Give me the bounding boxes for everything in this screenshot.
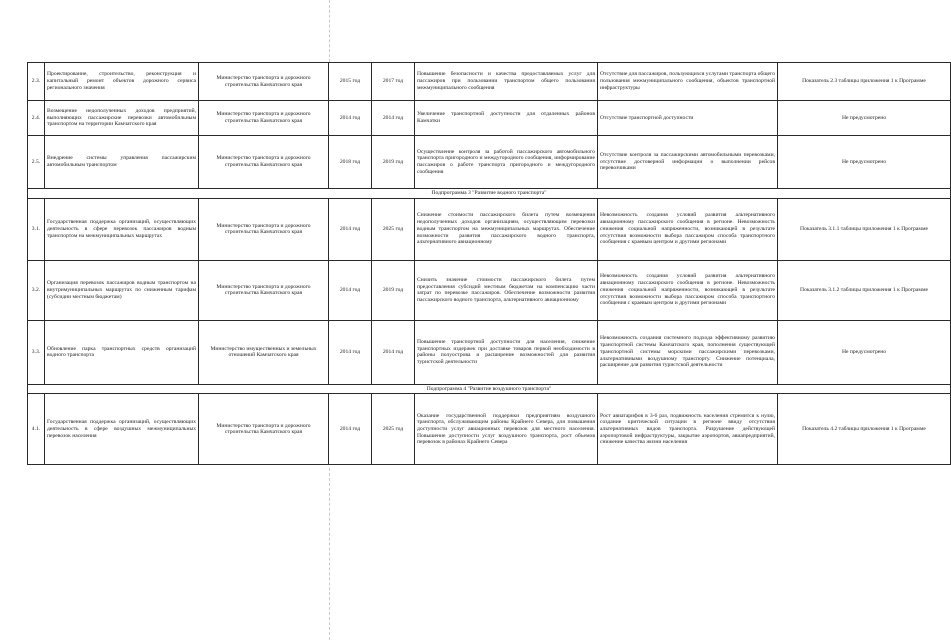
start-year-cell: 2014 год [329, 198, 372, 260]
indicator-link-cell: Не предусмотрено [778, 101, 951, 136]
end-year-cell: 2014 год [372, 101, 415, 136]
start-year-cell: 2014 год [329, 320, 372, 384]
end-year-cell: 2014 год [372, 320, 415, 384]
indicator-link-cell: Не предусмотрено [778, 136, 951, 189]
indicator-link-cell: Не предусмотрено [778, 320, 951, 384]
responsible-executor-cell: Министерство транспорта и дорожного строительства Камчатского края [199, 136, 329, 189]
responsible-executor-cell: Министерство транспорта и дорожного строительства Камчатского края [199, 260, 329, 320]
consequence-cell: Рост авиатарифов в 3-6 раз, подвижность населения стремится к нулю, создание критической ситуации в регионе ввиду отсутствия альтернативных видов транспорта. Разрушение действующей аэропортовой инфраструктуры, закрытие аэропортов, авиапредприятий, снижение качества жизни населения [598, 394, 778, 465]
expected-result-cell: Оказание государственной поддержки предприятиям воздушного транспорта, обслуживающим районы Крайнего Севера, для повышения доступности услуг авиационных перевозок для местного населения. Повышение доступности услуг воздушного транспорта, рост объемов перевозок в районах Крайнего Севера [415, 394, 598, 465]
responsible-executor-cell: Министерство транспорта и дорожного строительства Камчатского края [199, 63, 329, 101]
measure-name-cell: Организация перевозок пассажиров водным транспортом на внутримуниципальных маршрутах по сниженным тарифам (субсидии местным бюджетам) [45, 260, 199, 320]
indicator-link-cell: Показатель 4.2 таблицы приложения 1 к Программе [778, 394, 951, 465]
row-number-cell: 2.4. [28, 101, 45, 136]
responsible-executor-cell: Министерство транспорта и дорожного строительства Камчатского края [199, 101, 329, 136]
measure-name-cell: Возмещение недополученных доходов предприятий, выполняющих пассажирские перевозки автомобильным транспортом на территории Камчатского края [45, 101, 199, 136]
row-number-cell: 4.1. [28, 394, 45, 465]
row-number-cell: 3.3. [28, 320, 45, 384]
start-year-cell: 2014 год [329, 394, 372, 465]
consequence-cell: Невозможность создания системного подхода эффективному развитию транспортной системы Камчатского края, пополнения существующей транспортной системы морскими пассажирскими перевозками, альтернативными воздушному транспорту. Снижение потенциала, расширение для развития туристской деятельности [598, 320, 778, 384]
end-year-cell: 2019 год [372, 260, 415, 320]
subprogram-title: Подпрограмма 4 "Развитие воздушного транспорта" [28, 384, 951, 394]
start-year-cell: 2018 год [329, 136, 372, 189]
indicator-link-cell: Показатель 3.1.1 таблицы приложения 1 к Программе [778, 198, 951, 260]
consequence-cell: Отсутствие для пассажиров, пользующихся услугами транспорта общего пользования межмуниципального сообщения, объектов транспортной инфраструктуры [598, 63, 778, 101]
row-number-cell: 2.3. [28, 63, 45, 101]
subprogram-row [28, 189, 951, 199]
expected-result-cell: Снизить значение стоимости пассажирского билета путем предоставления субсидий местным бюджетам на компенсацию части затрат по перевозке пассажиров. Обеспечение возможности развития пассажирского водного транспорта, альтернативного авиационному [415, 260, 598, 320]
expected-result-cell: Повышение транспортной доступности для населения, снижение транспортных издержек при доставке товаров первой необходимости в районы полуострова и расширение возможностей для развития туристской деятельности [415, 320, 598, 384]
expected-result-cell: Повышение безопасности и качества предоставляемых услуг для пассажиров при пользовании транспортом общего пользования межмуниципального сообщения [415, 63, 598, 101]
end-year-cell: 2017 год [372, 63, 415, 101]
subprogram-title: Подпрограмма 3 "Развитие водного транспорта" [28, 189, 951, 199]
consequence-cell: Невозможность создания условий развития альтернативного авиационному пассажирского сообщения в регионе. Невозможность снижения социальной напряженности, возникающей в результате отсутствия возможности выбора пассажиром способа транспортного сообщения с краевым центром и другими регионами [598, 260, 778, 320]
start-year-cell: 2014 год [329, 260, 372, 320]
expected-result-cell: Снижение стоимости пассажирского билета путем возмещения недополученных доходов организациям, осуществляющим перевозки водным транспортом на межмуниципальных маршрутах. Обеспечение возможности развития пассажирского водного транспорта, альтернативного авиационному [415, 198, 598, 260]
row-number-cell: 2.5. [28, 136, 45, 189]
measure-name-cell: Внедрение системы управления пассажирским автомобильным транспортом [45, 136, 199, 189]
table-row [28, 320, 951, 384]
indicator-link-cell: Показатель 2.3 таблицы приложения 1 к Программе [778, 63, 951, 101]
responsible-executor-cell: Министерство транспорта и дорожного строительства Камчатского края [199, 198, 329, 260]
measure-name-cell: Обновление парка транспортных средств организаций водного транспорта [45, 320, 199, 384]
fold-line-bottom [329, 468, 331, 640]
table-row [28, 394, 951, 465]
measure-name-cell: Государственная поддержка организаций, осуществляющих деятельность в сфере воздушных межмуниципальных перевозок населения [45, 394, 199, 465]
table-row [28, 101, 951, 136]
measure-name-cell: Проектирование, строительство, реконструкция и капитальный ремонт объектов дорожного сервиса регионального значения [45, 63, 199, 101]
consequence-cell: Отсутствие контроля за пассажирскими автомобильными перевозками, отсутствие достоверной информации о выполнении рейсов перевозчиками [598, 136, 778, 189]
table-row [28, 198, 951, 260]
expected-result-cell: Увеличение транспортной доступности для отдаленных районов Камчатки [415, 101, 598, 136]
measure-name-cell: Государственная поддержка организаций, осуществляющих деятельность в сфере перевозок пассажиров водным транспортом на межмуниципальных маршрутах [45, 198, 199, 260]
subprogram-row [28, 384, 951, 394]
indicator-link-cell: Показатель 3.1.2 таблицы приложения 1 к Программе [778, 260, 951, 320]
table-row [28, 260, 951, 320]
consequence-cell: Невозможность создания условий развития альтернативного авиационному пассажирского сообщения в регионе. Невозможность снижения социальной напряженности, возникающей в результате отсутствия возможности выбора пассажиром способа транспортного сообщения с краевым центром и другими регионами [598, 198, 778, 260]
responsible-executor-cell: Министерство имущественных и земельных отношений Камчатского края [199, 320, 329, 384]
table-row [28, 63, 951, 101]
end-year-cell: 2019 год [372, 136, 415, 189]
end-year-cell: 2025 год [372, 394, 415, 465]
row-number-cell: 3.2. [28, 260, 45, 320]
table-body [28, 63, 951, 465]
fold-line-top [329, 0, 331, 62]
table-row [28, 136, 951, 189]
start-year-cell: 2015 год [329, 63, 372, 101]
expected-result-cell: Осуществление контроля за работой пассажирского автомобильного транспорта пригородного и междугородного сообщения, информирование пассажиров о работе транспорта пригородного и междугородного сообщения [415, 136, 598, 189]
end-year-cell: 2025 год [372, 198, 415, 260]
start-year-cell: 2014 год [329, 101, 372, 136]
responsible-executor-cell: Министерство транспорта и дорожного строительства Камчатского края [199, 394, 329, 465]
measures-table [27, 62, 951, 465]
row-number-cell: 3.1. [28, 198, 45, 260]
consequence-cell: Отсутствие транспортной доступности [598, 101, 778, 136]
